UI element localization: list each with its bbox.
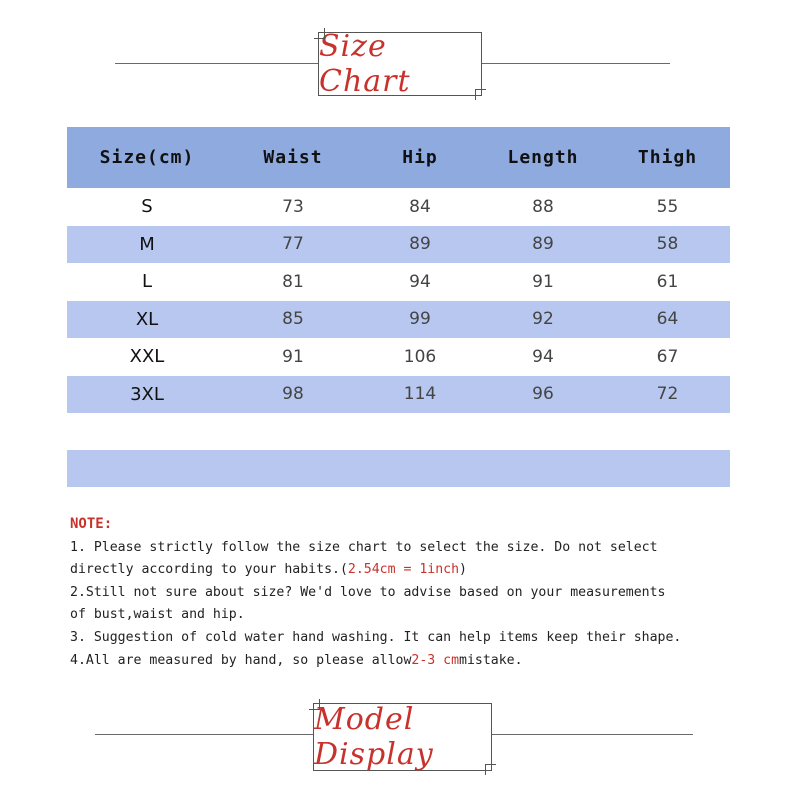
empty-table-band [67,450,730,487]
length-cell: 94 [532,346,554,367]
table-row [67,376,730,414]
hip-cell: 89 [359,226,481,264]
size-chart-title [318,29,482,99]
thigh-cell: 64 [605,301,730,339]
length-cell: 89 [481,226,605,264]
divider-left [115,63,318,64]
header-hip: Hip [359,127,481,188]
waist-cell: 91 [282,346,304,367]
note-line-1b: directly according to your habits.( [70,562,348,578]
hip-cell: 114 [359,376,481,414]
waist-cell: 98 [227,376,359,414]
model-display-title-text: Model Display [314,702,434,772]
note-line-4-end: mistake. [459,652,523,668]
size-cell: M [67,226,227,264]
waist-cell: 77 [227,226,359,264]
size-cell: L [141,271,153,293]
hip-cell: 84 [409,196,431,217]
divider-right [490,734,693,735]
size-chart-title-text: Size Chart [319,29,411,99]
table-row [67,338,730,376]
thigh-cell: 61 [656,271,679,292]
length-cell: 91 [532,271,554,292]
table-row [67,301,730,339]
header-thigh: Thigh [605,127,730,188]
hip-cell: 106 [403,346,437,367]
size-chart-heading [0,29,800,102]
header-size: Size(cm) [67,127,227,188]
note-line-1-highlight: 2.54cm = 1inch [347,562,460,578]
hip-cell: 99 [359,301,481,339]
note-line-4-start: 4.All are measured by hand, so please allow [70,652,412,668]
thigh-cell: 55 [656,196,679,217]
note-title: NOTE: [70,516,113,532]
note-line-2b: of bust,waist and hip. [70,607,245,623]
header-waist: Waist [227,127,359,188]
waist-cell: 85 [227,301,359,339]
table-header-row [67,127,730,188]
size-cell: 3XL [67,376,227,414]
hip-cell: 94 [409,271,431,292]
note-line-1a: 1. Please strictly follow the size chart to select the size. Do not select [70,539,658,555]
size-table [67,127,730,413]
header-length: Length [481,127,605,188]
note-line-1-end: ) [459,562,467,578]
length-cell: 96 [481,376,605,414]
table-row [67,188,730,226]
length-cell: 88 [532,196,554,217]
table-row [67,226,730,264]
thigh-cell: 72 [605,376,730,414]
note-line-4-highlight: 2-3 cm [411,652,460,668]
size-cell: XL [67,301,227,339]
note-line-3: 3. Suggestion of cold water hand washing. It can help items keep their shape. [70,629,682,645]
size-cell: XXL [129,346,165,368]
waist-cell: 73 [282,196,304,217]
waist-cell: 81 [282,271,304,292]
thigh-cell: 67 [656,346,679,367]
size-cell: S [141,196,153,218]
notes-section [70,513,770,672]
note-line-2a: 2.Still not sure about size? We'd love to advise based on your measurements [70,584,666,600]
divider-left [95,734,313,735]
table-row [67,263,730,301]
divider-right [480,63,670,64]
model-display-title [313,703,492,771]
thigh-cell: 58 [605,226,730,264]
model-display-heading [0,703,800,773]
length-cell: 92 [481,301,605,339]
